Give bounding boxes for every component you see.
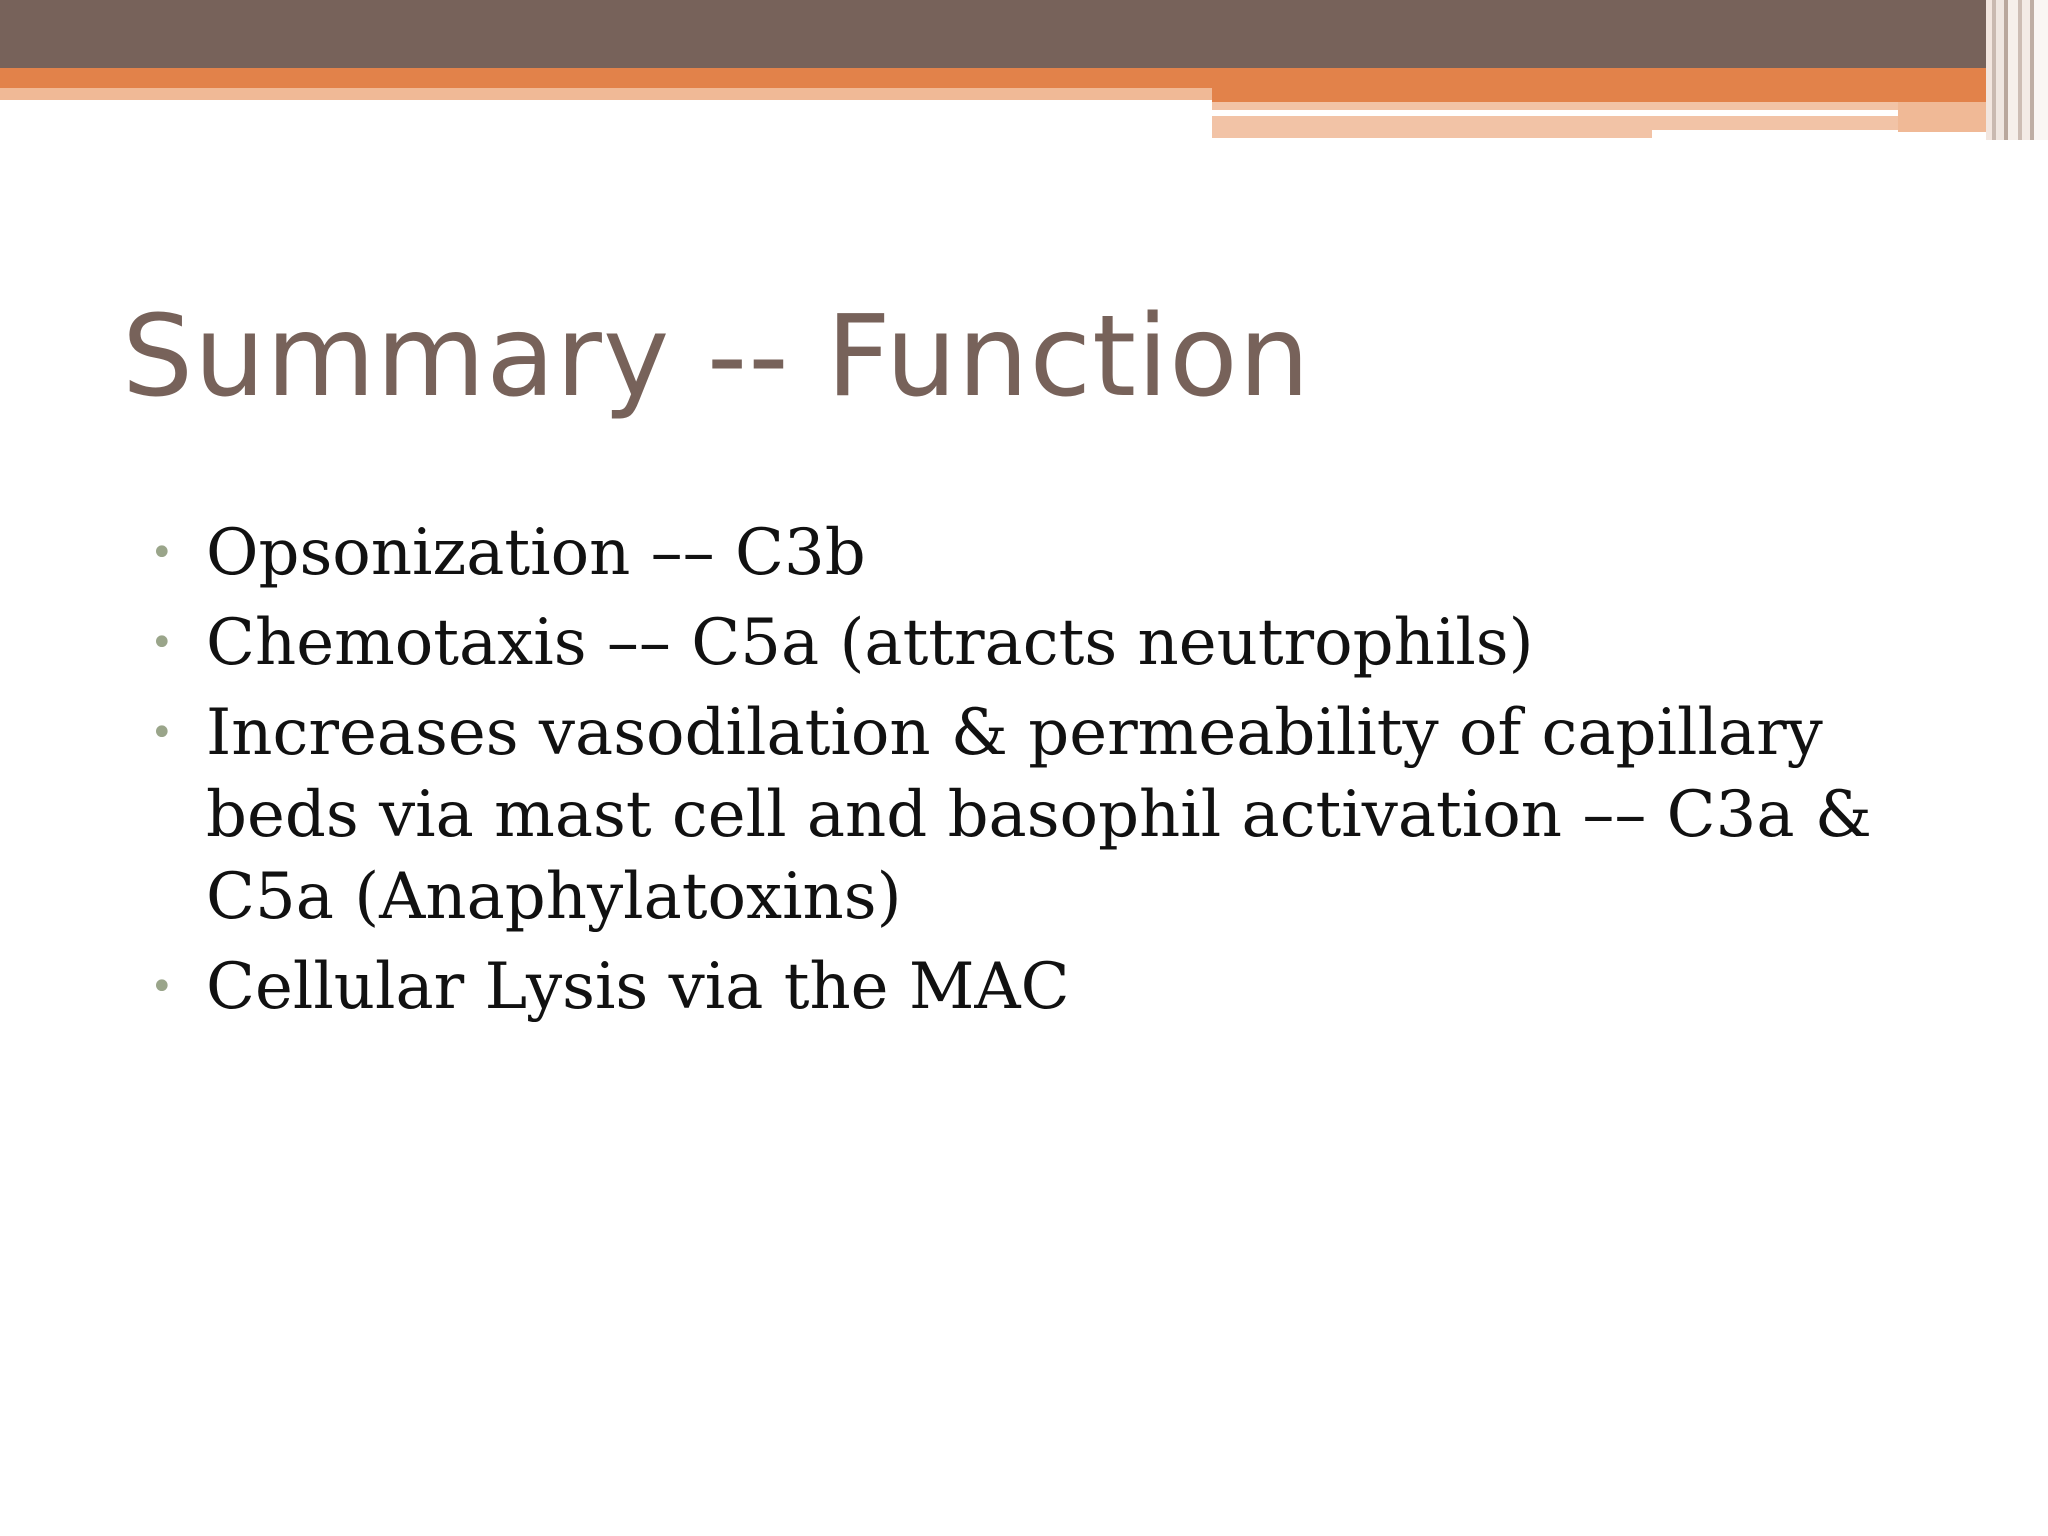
bullet-list (146, 512, 1936, 1036)
header-band-peach-left (0, 88, 1212, 100)
bullet-text: Cellular Lysis via the MAC (206, 950, 1070, 1024)
bullet-item-cellular-lysis (146, 946, 1936, 1028)
header-band-peach-lower (1212, 116, 1652, 138)
bullet-dot-icon: • (150, 620, 174, 666)
header-band-peach-right (1212, 102, 1898, 110)
bullet-text: Increases vasodilation & permeability of capillary beds via mast cell and basophil activation –– C3a & C5a (Anaphylatoxins) (206, 696, 1872, 934)
header-band-orange (0, 68, 1990, 88)
bullet-item-vasodilation (146, 692, 1936, 938)
header-band-peach-tail (1898, 102, 1990, 132)
bullet-text: Opsonization –– C3b (206, 516, 866, 590)
bullet-item-opsonization (146, 512, 1936, 594)
header-band-brown (0, 0, 1990, 68)
header-stripes (1986, 0, 2048, 140)
bullet-dot-icon: • (150, 710, 174, 756)
bullet-dot-icon: • (150, 964, 174, 1010)
bullet-dot-icon: • (150, 530, 174, 576)
slide-title: Summary -- Function (122, 292, 1311, 422)
header-band-peach-lower-right (1652, 116, 1898, 130)
bullet-text: Chemotaxis –– C5a (attracts neutrophils) (206, 606, 1534, 680)
header-band-orange-right (1212, 88, 1990, 102)
bullet-item-chemotaxis (146, 602, 1936, 684)
